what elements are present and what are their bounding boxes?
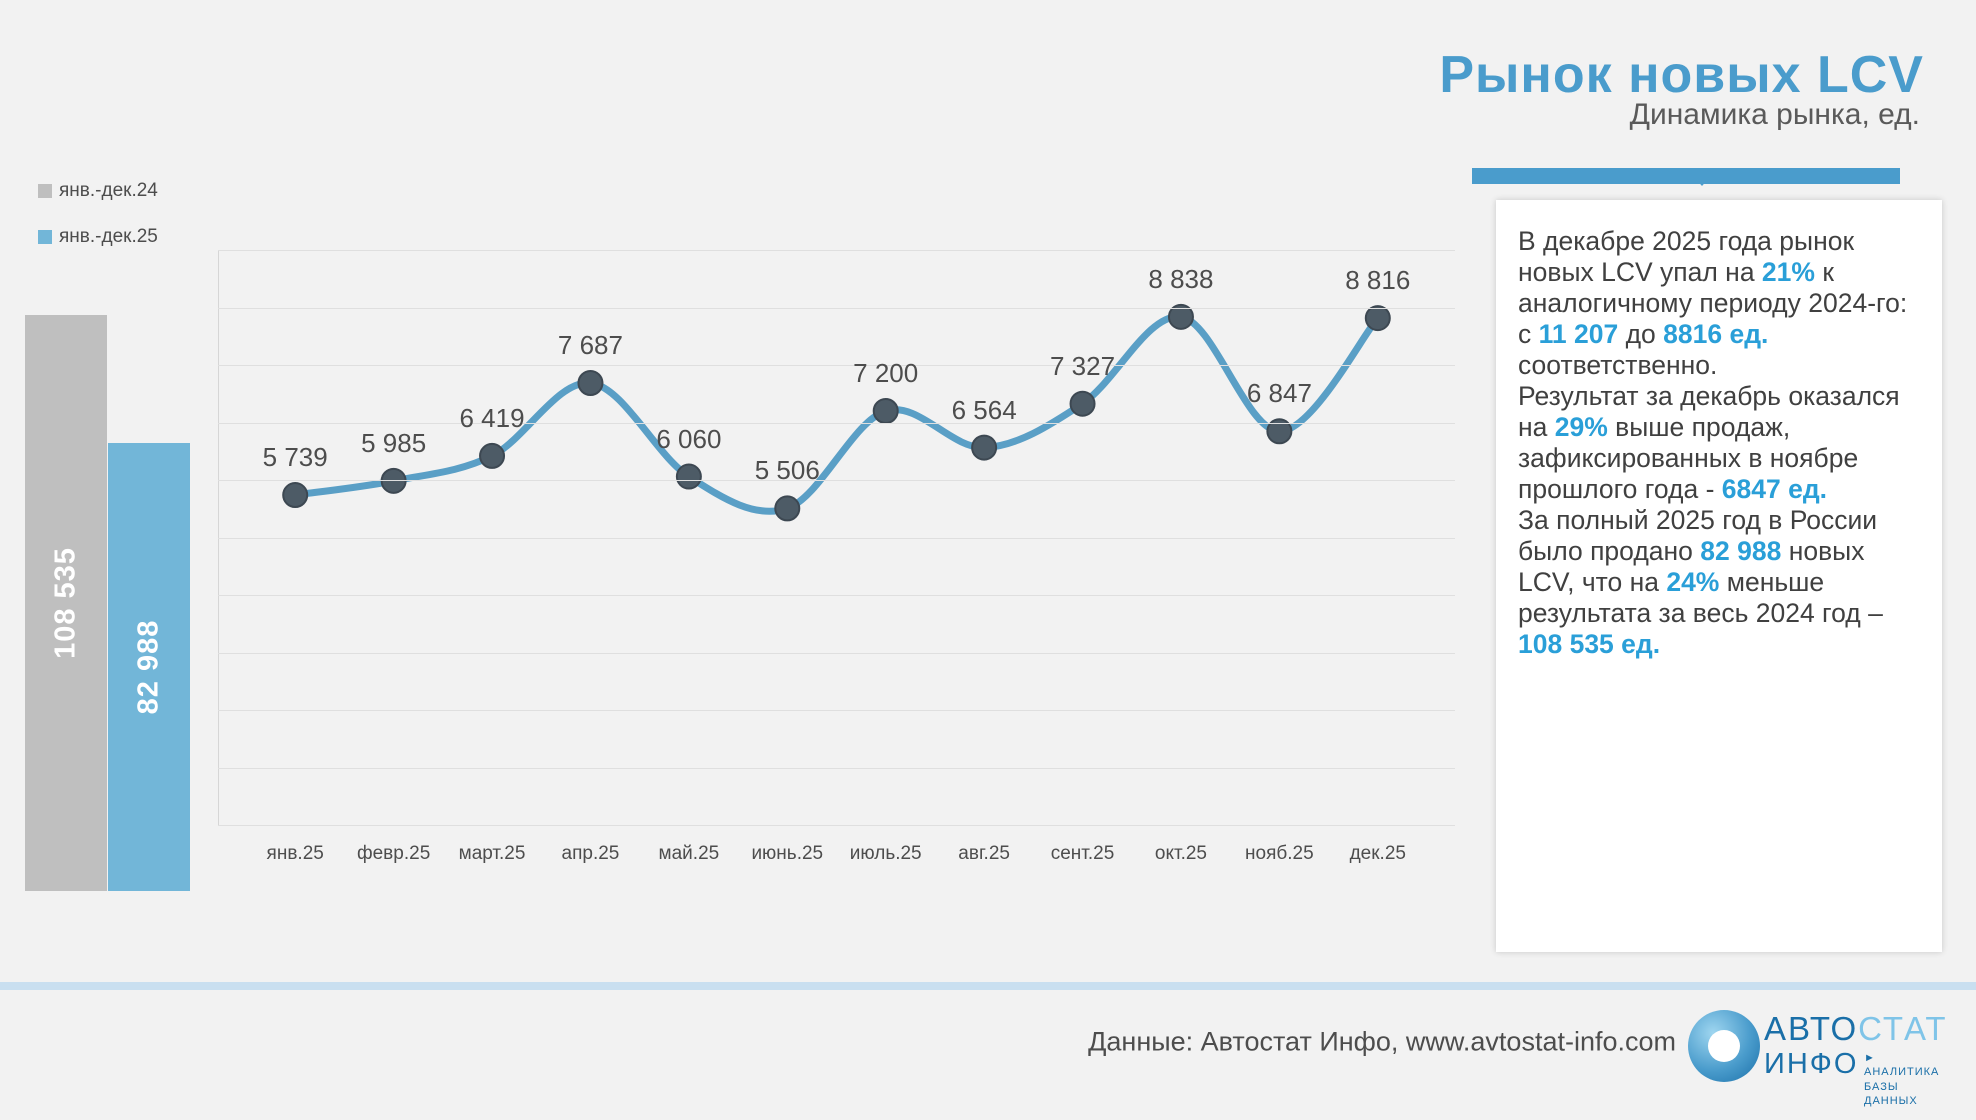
legend-label: янв.-дек.25 [59, 226, 158, 247]
data-point-label: 6 060 [656, 423, 722, 454]
page-title: Рынок новых LCV [1439, 45, 1924, 104]
data-point-marker [1366, 306, 1390, 330]
legend-swatch-icon [38, 230, 52, 244]
data-point-label: 6 564 [951, 394, 1017, 425]
x-axis-label: янв.25 [266, 843, 324, 864]
data-point-marker [480, 444, 504, 468]
callout-notch-icon [1686, 168, 1718, 186]
callout-text [1518, 226, 1922, 660]
gridline [218, 365, 1455, 366]
legend-item-2024 [38, 180, 238, 202]
avtostat-logo [1688, 1008, 1948, 1107]
data-point-marker [283, 483, 307, 507]
footer-divider [0, 982, 1976, 990]
x-axis-labels [218, 843, 1455, 873]
data-point-label: 7 200 [853, 358, 919, 388]
callout-paragraph: В декабре 2025 года рынок новых LCV упал на 21% к аналогичному периоду 2024-го: с 11 207 до 8816 ед. соответственно. [1518, 226, 1908, 380]
data-point-label: 6 847 [1246, 378, 1312, 409]
data-point-label: 7 687 [557, 329, 623, 360]
gridline [218, 250, 1455, 251]
legend-item-2025 [38, 226, 238, 248]
logo-tagline [1864, 1051, 1940, 1108]
legend-label: янв.-дек.24 [59, 180, 158, 201]
gridline [218, 653, 1455, 654]
logo-word-light: СТАТ [1858, 1010, 1948, 1047]
logo-tagline-line1: ► АНАЛИТИКА [1864, 1052, 1940, 1079]
total-bar-2024 [25, 315, 107, 891]
data-point-marker [677, 465, 701, 489]
x-axis-label: сент.25 [1050, 843, 1115, 864]
x-axis-label: окт.25 [1154, 843, 1208, 864]
total-bar-2025 [108, 443, 190, 891]
data-point-label: 5 506 [754, 455, 820, 486]
gridline [218, 423, 1455, 424]
gridline [218, 308, 1455, 309]
gridline [218, 480, 1455, 481]
data-point-marker [775, 496, 799, 520]
data-point-marker [972, 436, 996, 460]
x-axis-label: июнь.25 [751, 843, 824, 864]
x-axis-label: март.25 [458, 843, 526, 864]
line-chart-plot-area [218, 250, 1455, 825]
x-axis-label: май.25 [658, 843, 720, 864]
total-bar-2024-value: 108 535 [49, 547, 82, 659]
gridline [218, 595, 1455, 596]
data-point-label: 8 816 [1345, 265, 1411, 296]
logo-mark-icon [1688, 1010, 1760, 1082]
logo-word-main: АВТО [1764, 1010, 1859, 1047]
callout-panel [1496, 200, 1942, 952]
series-line [295, 317, 1378, 512]
line-chart [205, 250, 1455, 887]
x-axis-label: нояб.25 [1245, 843, 1314, 864]
logo-tagline-line2: БАЗЫ ДАННЫХ [1864, 1080, 1918, 1107]
total-bar-2025-value: 82 988 [132, 619, 165, 715]
totals-bar-chart [20, 311, 195, 891]
data-point-label: 6 419 [459, 402, 525, 433]
gridline [218, 538, 1455, 539]
callout-paragraph: Результат за декабрь оказался на 29% выше продаж, зафиксированных в ноябре прошлого года - 6847 ед. [1518, 381, 1900, 504]
callout-paragraph: За полный 2025 год в России было продано 82 988 новых LCV, что на 24% меньше результата за весь 2024 год – 108 535 ед. [1518, 505, 1883, 659]
data-point-marker [578, 371, 602, 395]
x-axis-label: июль.25 [849, 843, 922, 864]
data-point-label: 7 327 [1049, 350, 1116, 381]
x-axis-label: апр.25 [561, 843, 620, 864]
data-point-label: 8 838 [1148, 263, 1214, 294]
x-axis-label: дек.25 [1349, 843, 1406, 864]
gridline [218, 710, 1455, 711]
data-point-label: 5 985 [361, 427, 427, 458]
logo-info-word: ИНФО [1764, 1048, 1859, 1080]
gridline [218, 825, 1455, 826]
logo-wordmark [1764, 1010, 1948, 1048]
x-axis-label: авг.25 [958, 843, 1010, 864]
legend-swatch-icon [38, 184, 52, 198]
data-point-marker [874, 399, 898, 423]
data-point-marker [1071, 392, 1095, 416]
x-axis-label: февр.25 [356, 843, 431, 864]
data-point-label: 5 739 [262, 442, 328, 472]
gridline [218, 768, 1455, 769]
page-subtitle: Динамика рынка, ед. [1629, 98, 1920, 131]
footer-source: Данные: Автостат Инфо, www.avtostat-info.com [1088, 1026, 1676, 1057]
